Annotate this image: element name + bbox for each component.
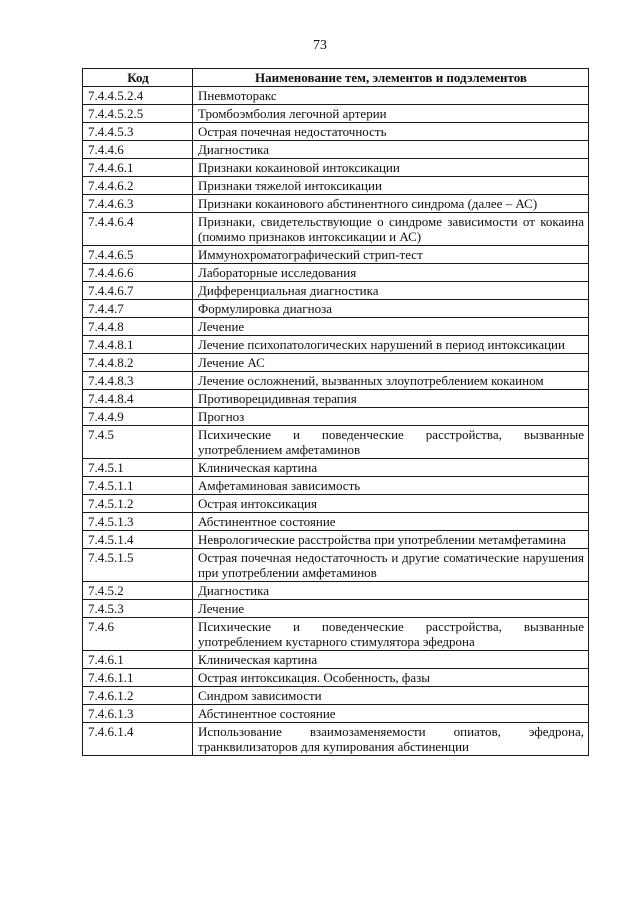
topic-name: Неврологические расстройства при употреблении метамфетамина xyxy=(193,531,589,549)
topic-name: Тромбоэмболия легочной артерии xyxy=(193,105,589,123)
table-row xyxy=(83,87,589,105)
table-row xyxy=(83,408,589,426)
topic-code: 7.4.6.1 xyxy=(83,651,193,669)
topic-code: 7.4.4.6 xyxy=(83,141,193,159)
topic-name: Психические и поведенческие расстройства, вызванные употреблением кустарного стимулятора эфедрона xyxy=(193,618,589,651)
table-row xyxy=(83,723,589,756)
topic-code: 7.4.4.6.7 xyxy=(83,282,193,300)
table-row xyxy=(83,705,589,723)
table-row xyxy=(83,300,589,318)
topic-code: 7.4.4.6.6 xyxy=(83,264,193,282)
topic-name: Дифференциальная диагностика xyxy=(193,282,589,300)
topic-name: Использование взаимозаменяемости опиатов, эфедрона, транквилизаторов для купирования абстиненции xyxy=(193,723,589,756)
topic-name: Абстинентное состояние xyxy=(193,513,589,531)
table-row xyxy=(83,618,589,651)
topic-name: Признаки тяжелой интоксикации xyxy=(193,177,589,195)
topic-name: Абстинентное состояние xyxy=(193,705,589,723)
table-row xyxy=(83,177,589,195)
table-row xyxy=(83,687,589,705)
topic-code: 7.4.4.9 xyxy=(83,408,193,426)
topic-code: 7.4.6.1.1 xyxy=(83,669,193,687)
topic-code: 7.4.4.8.4 xyxy=(83,390,193,408)
topic-code: 7.4.5.1.2 xyxy=(83,495,193,513)
code-column-header: Код xyxy=(83,69,193,87)
table-body xyxy=(83,87,589,756)
table-header-row xyxy=(83,69,589,87)
topic-name: Лечение психопатологических нарушений в период интоксикации xyxy=(193,336,589,354)
topic-code: 7.4.4.5.2.4 xyxy=(83,87,193,105)
topic-code: 7.4.5.3 xyxy=(83,600,193,618)
table-row xyxy=(83,195,589,213)
topic-name: Прогноз xyxy=(193,408,589,426)
topic-code: 7.4.4.6.1 xyxy=(83,159,193,177)
topic-name: Лечение xyxy=(193,318,589,336)
page-number: 73 xyxy=(313,38,327,53)
topic-name: Пневмоторакс xyxy=(193,87,589,105)
topic-name: Лечение АС xyxy=(193,354,589,372)
topic-name: Психические и поведенческие расстройства, вызванные употреблением амфетаминов xyxy=(193,426,589,459)
topic-name: Амфетаминовая зависимость xyxy=(193,477,589,495)
topic-name: Острая интоксикация. Особенность, фазы xyxy=(193,669,589,687)
topic-name: Диагностика xyxy=(193,582,589,600)
topic-name: Признаки кокаиновой интоксикации xyxy=(193,159,589,177)
topic-code: 7.4.4.8.3 xyxy=(83,372,193,390)
topic-name: Клиническая картина xyxy=(193,651,589,669)
table-row xyxy=(83,513,589,531)
table-row xyxy=(83,600,589,618)
topic-code: 7.4.4.6.2 xyxy=(83,177,193,195)
topic-code: 7.4.6.1.3 xyxy=(83,705,193,723)
table-row xyxy=(83,246,589,264)
topic-code: 7.4.4.6.4 xyxy=(83,213,193,246)
topic-code: 7.4.4.8.1 xyxy=(83,336,193,354)
topic-code: 7.4.4.5.2.5 xyxy=(83,105,193,123)
table-row xyxy=(83,390,589,408)
table-row xyxy=(83,264,589,282)
table-row xyxy=(83,495,589,513)
topic-name: Синдром зависимости xyxy=(193,687,589,705)
topic-name: Лечение осложнений, вызванных злоупотреблением кокаином xyxy=(193,372,589,390)
topic-name: Клиническая картина xyxy=(193,459,589,477)
topic-code: 7.4.4.8 xyxy=(83,318,193,336)
table-row xyxy=(83,141,589,159)
topic-name: Иммунохроматографический стрип-тест xyxy=(193,246,589,264)
topic-code: 7.4.6.1.2 xyxy=(83,687,193,705)
table-row xyxy=(83,354,589,372)
table-row xyxy=(83,426,589,459)
topic-code: 7.4.6.1.4 xyxy=(83,723,193,756)
table-row xyxy=(83,336,589,354)
topic-code: 7.4.5.1.1 xyxy=(83,477,193,495)
topic-code: 7.4.5.1.5 xyxy=(83,549,193,582)
table-row xyxy=(83,213,589,246)
topic-name: Острая интоксикация xyxy=(193,495,589,513)
topic-name: Острая почечная недостаточность и другие соматические нарушения при употреблении амфетаминов xyxy=(193,549,589,582)
table-row xyxy=(83,549,589,582)
topic-name: Острая почечная недостаточность xyxy=(193,123,589,141)
table-row xyxy=(83,531,589,549)
topic-code: 7.4.5.1.3 xyxy=(83,513,193,531)
topic-name: Признаки, свидетельствующие о синдроме зависимости от кокаина (помимо признаков интоксикации и АС) xyxy=(193,213,589,246)
topic-code: 7.4.4.6.5 xyxy=(83,246,193,264)
table-row xyxy=(83,105,589,123)
name-column-header: Наименование тем, элементов и подэлементов xyxy=(193,69,589,87)
topic-code: 7.4.4.6.3 xyxy=(83,195,193,213)
topic-name: Лечение xyxy=(193,600,589,618)
table-row xyxy=(83,372,589,390)
topic-name: Формулировка диагноза xyxy=(193,300,589,318)
table-row xyxy=(83,669,589,687)
topic-code: 7.4.6 xyxy=(83,618,193,651)
table-row xyxy=(83,477,589,495)
table-row xyxy=(83,459,589,477)
table-row xyxy=(83,318,589,336)
topic-code: 7.4.5.1.4 xyxy=(83,531,193,549)
topic-code: 7.4.4.7 xyxy=(83,300,193,318)
topic-name: Противорецидивная терапия xyxy=(193,390,589,408)
topic-code: 7.4.5.2 xyxy=(83,582,193,600)
table-row xyxy=(83,123,589,141)
topic-code: 7.4.4.8.2 xyxy=(83,354,193,372)
topic-name: Признаки кокаинового абстинентного синдрома (далее – АС) xyxy=(193,195,589,213)
topic-name: Диагностика xyxy=(193,141,589,159)
table-row xyxy=(83,582,589,600)
topic-code: 7.4.5 xyxy=(83,426,193,459)
topic-code: 7.4.5.1 xyxy=(83,459,193,477)
topic-code: 7.4.4.5.3 xyxy=(83,123,193,141)
table-row xyxy=(83,282,589,300)
table-row xyxy=(83,159,589,177)
table-row xyxy=(83,651,589,669)
topic-name: Лабораторные исследования xyxy=(193,264,589,282)
topics-table xyxy=(82,68,589,756)
